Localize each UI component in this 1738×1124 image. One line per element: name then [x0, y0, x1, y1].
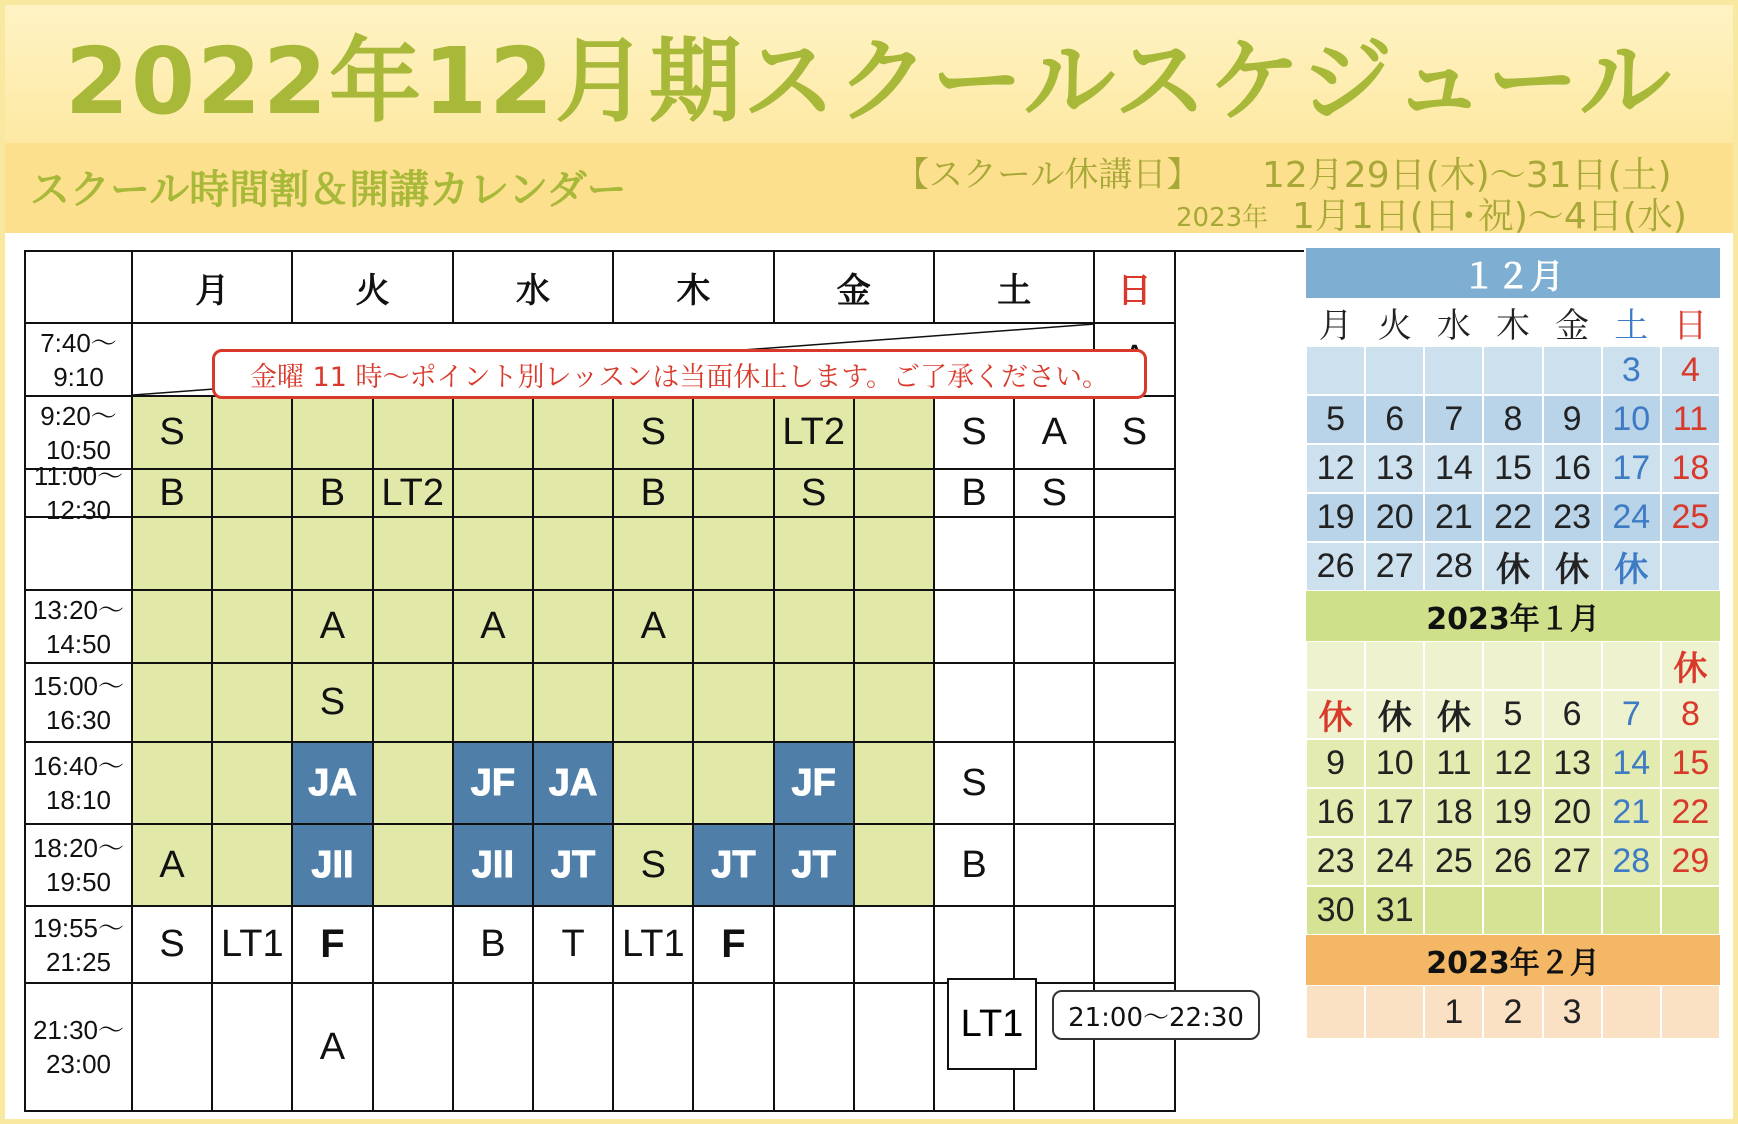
time-cell: [26, 664, 133, 743]
class-cell: S: [1015, 470, 1095, 518]
time-label: 7:40～: [40, 327, 117, 358]
weekday-label: 月: [1306, 298, 1365, 346]
class-cell: [694, 470, 774, 518]
class-cell: LT2: [775, 397, 855, 470]
notice-box: 金曜 11 時～ポイント別レッスンは当面休止します。ご了承ください。: [212, 349, 1147, 399]
break-cell: [374, 518, 454, 591]
class-cell: T: [534, 907, 614, 984]
time-cell: [26, 984, 133, 1112]
class-cell: B: [935, 470, 1015, 518]
time-cell: [26, 743, 133, 825]
class-cell: LT1: [614, 907, 694, 984]
time-label: 9:10: [53, 361, 104, 392]
class-cell: [1015, 591, 1095, 664]
dec-day-cell: 18: [1661, 444, 1720, 493]
class-cell: B: [454, 907, 534, 984]
holiday-range-1: 12月29日(木)～31日(土): [1262, 155, 1672, 196]
class-cell: B: [133, 470, 213, 518]
class-cell: [213, 397, 293, 470]
class-cell: JF: [454, 743, 534, 825]
dec-day-cell: 休: [1602, 542, 1661, 591]
class-cell: [775, 907, 855, 984]
class-cell: [374, 743, 454, 825]
class-cell: A: [293, 984, 373, 1112]
jan-day-cell: 13: [1543, 739, 1602, 788]
jan-day-cell: 休: [1365, 690, 1424, 739]
feb-day-cell: 1: [1424, 985, 1483, 1039]
class-cell: [374, 907, 454, 984]
class-cell: F: [694, 907, 774, 984]
extra-time-callout: 21:00～22:30: [1052, 990, 1260, 1040]
class-cell: S: [775, 470, 855, 518]
weekday-label: 火: [1365, 298, 1424, 346]
class-cell: [1095, 664, 1175, 743]
class-cell: JA: [534, 743, 614, 825]
class-cell: [534, 664, 614, 743]
day-header: 月: [133, 252, 293, 324]
class-cell: [534, 397, 614, 470]
class-cell: [694, 984, 774, 1112]
weekday-label: 木: [1483, 298, 1542, 346]
break-cell: [1015, 518, 1095, 591]
class-cell: [1015, 907, 1095, 984]
day-header: 土: [935, 252, 1095, 324]
jan-day-cell: 休: [1661, 641, 1720, 690]
jan-day-cell: 10: [1365, 739, 1424, 788]
dec-day-cell: 13: [1365, 444, 1424, 493]
jan-day-cell: [1602, 641, 1661, 690]
class-cell: JA: [293, 743, 373, 825]
class-cell: A: [614, 591, 694, 664]
break-time-cell: [26, 518, 133, 591]
class-cell: S: [614, 825, 694, 907]
dec-day-cell: 21: [1424, 493, 1483, 542]
class-cell: [133, 743, 213, 825]
dec-day-cell: 8: [1483, 395, 1542, 444]
jan-day-cell: 22: [1661, 788, 1720, 837]
break-cell: [935, 518, 1015, 591]
break-cell: [614, 518, 694, 591]
jan-day-cell: 6: [1543, 690, 1602, 739]
class-cell: F: [293, 907, 373, 984]
dec-day-cell: [1306, 346, 1365, 395]
jan-day-cell: 休: [1306, 690, 1365, 739]
class-cell: B: [293, 470, 373, 518]
jan-day-cell: [1483, 886, 1542, 935]
jan-day-cell: 15: [1661, 739, 1720, 788]
dec-day-cell: 25: [1661, 493, 1720, 542]
jan-day-cell: 28: [1602, 837, 1661, 886]
class-cell: S: [293, 664, 373, 743]
class-cell: [935, 591, 1015, 664]
class-cell: [213, 591, 293, 664]
dec-day-cell: 22: [1483, 493, 1542, 542]
class-cell: [374, 591, 454, 664]
dec-day-cell: 17: [1602, 444, 1661, 493]
dec-day-cell: 26: [1306, 542, 1365, 591]
time-label: 16:30: [45, 704, 112, 735]
feb-day-cell: 2: [1483, 985, 1542, 1039]
day-header: 木: [614, 252, 774, 324]
class-cell: [133, 984, 213, 1112]
class-cell: [374, 397, 454, 470]
jan-day-cell: 14: [1602, 739, 1661, 788]
day-header: 日: [1095, 252, 1175, 324]
jan-day-cell: 23: [1306, 837, 1365, 886]
class-cell: S: [935, 743, 1015, 825]
jan-day-cell: 12: [1483, 739, 1542, 788]
time-label: 23:00: [45, 1049, 112, 1079]
class-cell: [855, 591, 935, 664]
holiday-year: 2023年: [1176, 203, 1269, 233]
class-cell: [775, 984, 855, 1112]
class-cell: [1095, 470, 1175, 518]
time-label: 21:25: [45, 946, 112, 977]
dec-day-cell: [1661, 542, 1720, 591]
time-label: 15:00～: [32, 670, 125, 701]
extra-lt1-class: LT1: [947, 978, 1037, 1070]
dec-day-cell: 15: [1483, 444, 1542, 493]
time-label: 21:30～: [32, 1015, 125, 1045]
time-label: 14:50: [45, 628, 112, 659]
dec-day-cell: 19: [1306, 493, 1365, 542]
break-cell: [775, 518, 855, 591]
class-cell: S: [133, 397, 213, 470]
jan-day-cell: 17: [1365, 788, 1424, 837]
holiday-range-2: 1月1日(日･祝)～4日(水): [1292, 196, 1687, 237]
class-cell: JT: [694, 825, 774, 907]
class-cell: [855, 825, 935, 907]
class-cell: A: [133, 825, 213, 907]
break-cell: [454, 518, 534, 591]
class-cell: S: [133, 907, 213, 984]
dec-day-cell: [1543, 346, 1602, 395]
dec-day-cell: [1365, 346, 1424, 395]
class-cell: JF: [775, 743, 855, 825]
day-header: 水: [454, 252, 614, 324]
class-cell: [1095, 907, 1175, 984]
feb-day-cell: [1306, 985, 1365, 1039]
time-label: 19:50: [45, 867, 112, 897]
class-cell: [775, 664, 855, 743]
break-cell: [293, 518, 373, 591]
jan-day-cell: [1543, 886, 1602, 935]
jan-month-title: 2023年１月: [1306, 591, 1720, 641]
jan-day-cell: 11: [1424, 739, 1483, 788]
jan-day-cell: 25: [1424, 837, 1483, 886]
time-label: 18:20～: [32, 833, 125, 863]
class-cell: [374, 984, 454, 1112]
feb-day-cell: [1602, 985, 1661, 1039]
class-cell: [454, 470, 534, 518]
class-cell: [454, 664, 534, 743]
time-cell: [26, 591, 133, 664]
jan-day-cell: 27: [1543, 837, 1602, 886]
dec-day-cell: 12: [1306, 444, 1365, 493]
dec-day-cell: 16: [1543, 444, 1602, 493]
class-cell: S: [1095, 397, 1175, 470]
dec-day-cell: 24: [1602, 493, 1661, 542]
dec-day-cell: 14: [1424, 444, 1483, 493]
class-cell: B: [935, 825, 1015, 907]
class-cell: S: [614, 397, 694, 470]
class-cell: [775, 591, 855, 664]
jan-day-cell: [1543, 641, 1602, 690]
class-cell: JT: [775, 825, 855, 907]
class-cell: [213, 470, 293, 518]
time-cell: [26, 907, 133, 984]
class-cell: [374, 825, 454, 907]
class-cell: [855, 397, 935, 470]
jan-day-cell: 26: [1483, 837, 1542, 886]
class-cell: A: [293, 591, 373, 664]
dec-day-cell: 7: [1424, 395, 1483, 444]
time-cell: [26, 825, 133, 907]
dec-day-cell: 休: [1483, 542, 1542, 591]
jan-day-cell: 9: [1306, 739, 1365, 788]
time-label: 11:00～: [33, 461, 124, 491]
class-cell: [694, 743, 774, 825]
dec-day-cell: 20: [1365, 493, 1424, 542]
class-cell: [213, 743, 293, 825]
dec-day-cell: 9: [1543, 395, 1602, 444]
class-cell: [694, 591, 774, 664]
jan-day-cell: [1365, 641, 1424, 690]
feb-day-cell: [1661, 985, 1720, 1039]
break-cell: [534, 518, 614, 591]
jan-day-cell: [1424, 886, 1483, 935]
timetable-subtitle: スクール時間割＆開講カレンダー: [30, 167, 627, 213]
class-cell: [534, 591, 614, 664]
jan-day-cell: 休: [1424, 690, 1483, 739]
break-cell: [133, 518, 213, 591]
dec-day-cell: 28: [1424, 542, 1483, 591]
jan-day-cell: 16: [1306, 788, 1365, 837]
time-label: 19:55～: [32, 912, 125, 943]
feb-day-cell: [1365, 985, 1424, 1039]
jan-day-cell: [1424, 641, 1483, 690]
class-cell: [1015, 825, 1095, 907]
jan-day-cell: 24: [1365, 837, 1424, 886]
class-cell: [694, 397, 774, 470]
class-cell: [855, 907, 935, 984]
jan-day-cell: 21: [1602, 788, 1661, 837]
dec-day-cell: 3: [1602, 346, 1661, 395]
break-cell: [1095, 518, 1175, 591]
class-cell: [855, 470, 935, 518]
dec-day-cell: [1483, 346, 1542, 395]
class-cell: B: [614, 470, 694, 518]
class-cell: [1095, 825, 1175, 907]
dec-day-cell: [1424, 346, 1483, 395]
class-cell: JII: [293, 825, 373, 907]
class-cell: [1015, 664, 1095, 743]
title-band: [5, 5, 1733, 143]
feb-month-title: 2023年２月: [1306, 935, 1720, 985]
feb-day-cell: 3: [1543, 985, 1602, 1039]
class-cell: [935, 907, 1015, 984]
class-cell: JT: [534, 825, 614, 907]
dec-day-cell: 10: [1602, 395, 1661, 444]
jan-day-cell: 8: [1661, 690, 1720, 739]
corner-cell: [26, 252, 133, 324]
time-cell: [26, 324, 133, 397]
class-cell: A: [1015, 397, 1095, 470]
class-cell: LT2: [374, 470, 454, 518]
class-cell: [694, 664, 774, 743]
jan-day-cell: [1483, 641, 1542, 690]
class-cell: [374, 664, 454, 743]
day-header: 火: [293, 252, 453, 324]
time-label: 9:20～: [40, 400, 117, 431]
break-cell: [694, 518, 774, 591]
class-cell: [855, 664, 935, 743]
class-cell: [213, 664, 293, 743]
dec-day-cell: 6: [1365, 395, 1424, 444]
time-label: 13:20～: [32, 594, 125, 625]
class-cell: A: [454, 591, 534, 664]
dec-day-cell: 4: [1661, 346, 1720, 395]
dec-day-cell: 11: [1661, 395, 1720, 444]
jan-day-cell: [1602, 886, 1661, 935]
dec-day-cell: 27: [1365, 542, 1424, 591]
class-cell: [213, 825, 293, 907]
time-label: 16:40～: [32, 751, 125, 781]
class-cell: [1095, 591, 1175, 664]
class-cell: [133, 664, 213, 743]
jan-day-cell: [1306, 641, 1365, 690]
dec-day-cell: 休: [1543, 542, 1602, 591]
break-cell: [213, 518, 293, 591]
jan-day-cell: 31: [1365, 886, 1424, 935]
holiday-label: 【スクール休講日】: [895, 155, 1201, 195]
dec-month-title: １２月: [1306, 248, 1720, 298]
page-title: 2022年12月期スクールスケジュール: [65, 28, 1673, 135]
jan-day-cell: 19: [1483, 788, 1542, 837]
jan-day-cell: 30: [1306, 886, 1365, 935]
time-label: 10:50: [45, 434, 112, 465]
class-cell: [855, 984, 935, 1112]
jan-day-cell: 7: [1602, 690, 1661, 739]
class-cell: [1015, 743, 1095, 825]
time-cell: [26, 461, 133, 525]
weekday-label: 金: [1543, 298, 1602, 346]
class-cell: [133, 591, 213, 664]
class-cell: [293, 397, 373, 470]
class-cell: [855, 743, 935, 825]
class-cell: S: [935, 397, 1015, 470]
weekday-label: 日: [1661, 298, 1720, 346]
class-cell: [534, 984, 614, 1112]
class-cell: [614, 743, 694, 825]
jan-day-cell: 20: [1543, 788, 1602, 837]
dec-day-cell: 23: [1543, 493, 1602, 542]
class-cell: [614, 664, 694, 743]
class-cell: [454, 397, 534, 470]
class-cell: [534, 470, 614, 518]
class-cell: [935, 664, 1015, 743]
break-cell: [855, 518, 935, 591]
class-cell: [1095, 743, 1175, 825]
class-cell: JII: [454, 825, 534, 907]
class-cell: LT1: [213, 907, 293, 984]
time-label: 12:30: [45, 495, 112, 525]
weekday-label: 土: [1602, 298, 1661, 346]
day-header: 金: [775, 252, 935, 324]
jan-day-cell: [1661, 886, 1720, 935]
weekday-label: 水: [1424, 298, 1483, 346]
class-cell: [454, 984, 534, 1112]
jan-day-cell: 18: [1424, 788, 1483, 837]
jan-day-cell: 5: [1483, 690, 1542, 739]
jan-day-cell: 29: [1661, 837, 1720, 886]
dec-day-cell: 5: [1306, 395, 1365, 444]
class-cell: [614, 984, 694, 1112]
class-cell: [213, 984, 293, 1112]
time-label: 18:10: [45, 785, 112, 815]
